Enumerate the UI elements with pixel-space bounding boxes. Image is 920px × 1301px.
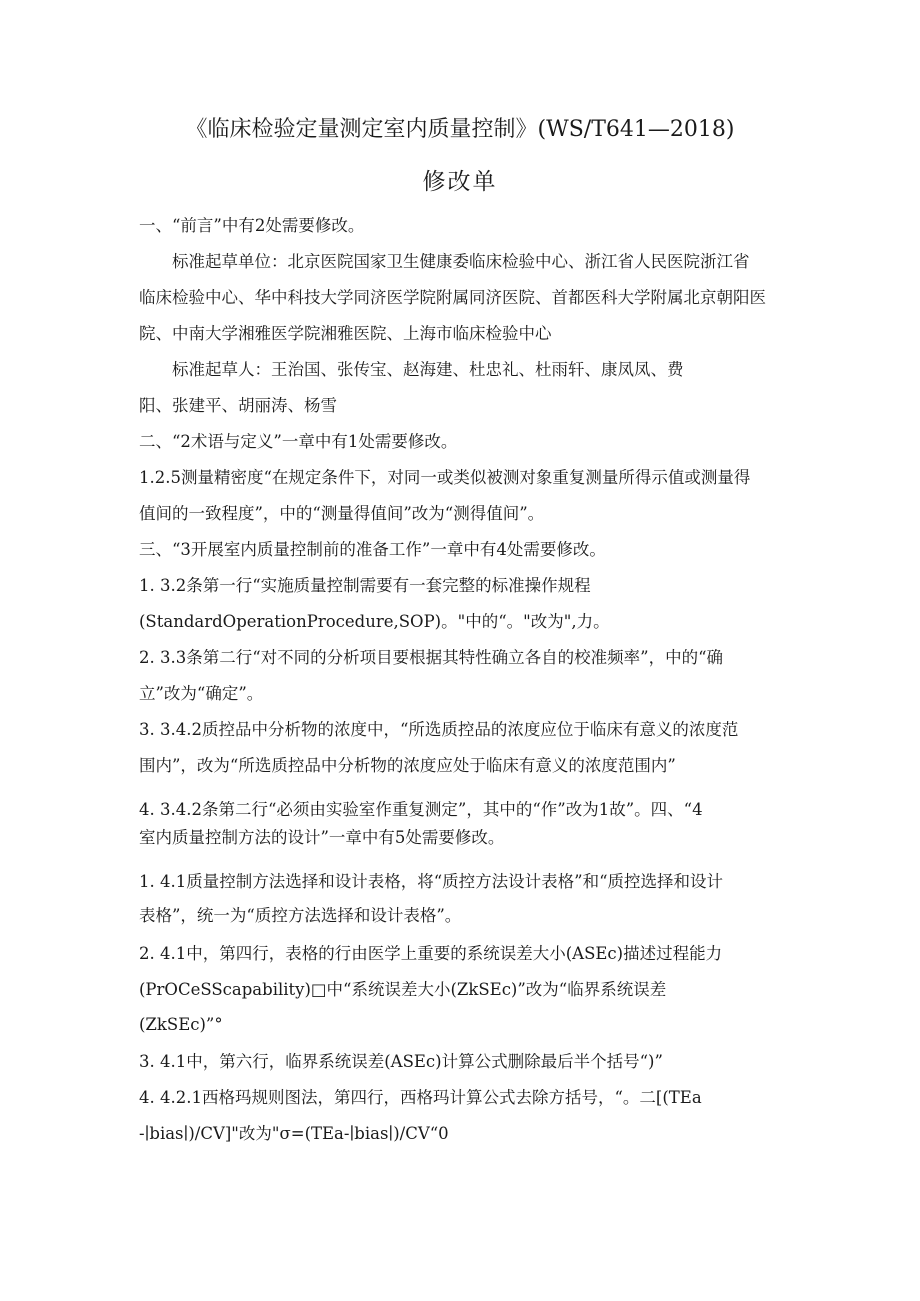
paragraph-line: 围内”，改为“所选质控品中分析物的浓度应处于临床有意义的浓度范围内” — [139, 756, 676, 775]
paragraph-line: 值间的一致程度”，中的“测量得值间”改为“测得值间”。 — [139, 504, 545, 523]
paragraph-line: 1. 4.1质量控制方法选择和设计表格，将“质控方法设计表格”和“质控选择和设计 — [139, 872, 724, 891]
paragraph-line: 2. 3.3条第二行“对不同的分析项目要根据其特性确立各自的校准频率”，中的“确 — [139, 648, 724, 667]
paragraph-line: (ZkSEc)”° — [139, 1015, 223, 1034]
paragraph-line: 4. 3.4.2条第二行“必须由实验室作重复测定”，其中的“作”改为1故”。四、“4 — [139, 800, 703, 819]
paragraph-line: 立”改为“确定”。 — [139, 684, 264, 703]
paragraph-line: 院、中南大学湘雅医学院湘雅医院、上海市临床检验中心 — [139, 324, 552, 343]
paragraph-line: 表格”，统一为“质控方法选择和设计表格”。 — [139, 906, 462, 925]
paragraph-line: 1.2.5测量精密度“在规定条件下，对同一或类似被测对象重复测量所得示值或测量得 — [139, 468, 751, 487]
paragraph-line: 阳、张建平、胡丽涛、杨雪 — [139, 396, 337, 415]
paragraph-line: 3. 3.4.2质控品中分析物的浓度中，“所选质控品的浓度应位于临床有意义的浓度范 — [139, 720, 739, 739]
paragraph-line: -∣bias∣)/CV]"改为"σ=(TEa-∣bias∣)/CV“0 — [139, 1124, 449, 1143]
paragraph-line: 4. 4.2.1西格玛规则图法，第四行，西格玛计算公式去除方括号，“。二[(TEa — [139, 1088, 702, 1107]
paragraph-line: 临床检验中心、华中科技大学同济医学院附属同济医院、首都医科大学附属北京朝阳医 — [139, 288, 766, 307]
paragraph-line: 1. 3.2条第一行“实施质量控制需要有一套完整的标准操作规程 — [139, 576, 591, 595]
paragraph-line: 3. 4.1中，第六行，临界系统误差(ASEc)计算公式删除最后半个括号“)” — [139, 1052, 663, 1071]
section-heading-terms: 二、“2术语与定义”一章中有1处需要修改。 — [139, 432, 458, 451]
section-heading-preparation: 三、“3开展室内质量控制前的准备工作”一章中有4处需要修改。 — [139, 540, 606, 559]
document-title: 《临床检验定量测定室内质量控制》(WS/T641—2018) — [185, 117, 735, 142]
paragraph-line: (StandardOperationProcedure,SOP)。"中的“。"改为",力。 — [139, 612, 610, 631]
paragraph-line: 室内质量控制方法的设计”一章中有5处需要修改。 — [139, 828, 505, 847]
paragraph-line: 标准起草单位：北京医院国家卫生健康委临床检验中心、浙江省人民医院浙江省 — [172, 252, 750, 271]
paragraph-line: (PrOCeSScapability)□中“系统误差大小(ZkSEc)”改为“临界系统误差 — [139, 980, 667, 999]
paragraph-line: 标准起草人：王治国、张传宝、赵海建、杜忠礼、杜雨轩、康凤凤、费 — [172, 360, 684, 379]
document-subtitle: 修改单 — [422, 169, 498, 195]
section-heading-preface: 一、“前言”中有2处需要修改。 — [139, 216, 365, 235]
paragraph-line: 2. 4.1中，第四行，表格的行由医学上重要的系统误差大小(ASEc)描述过程能力 — [139, 944, 723, 963]
